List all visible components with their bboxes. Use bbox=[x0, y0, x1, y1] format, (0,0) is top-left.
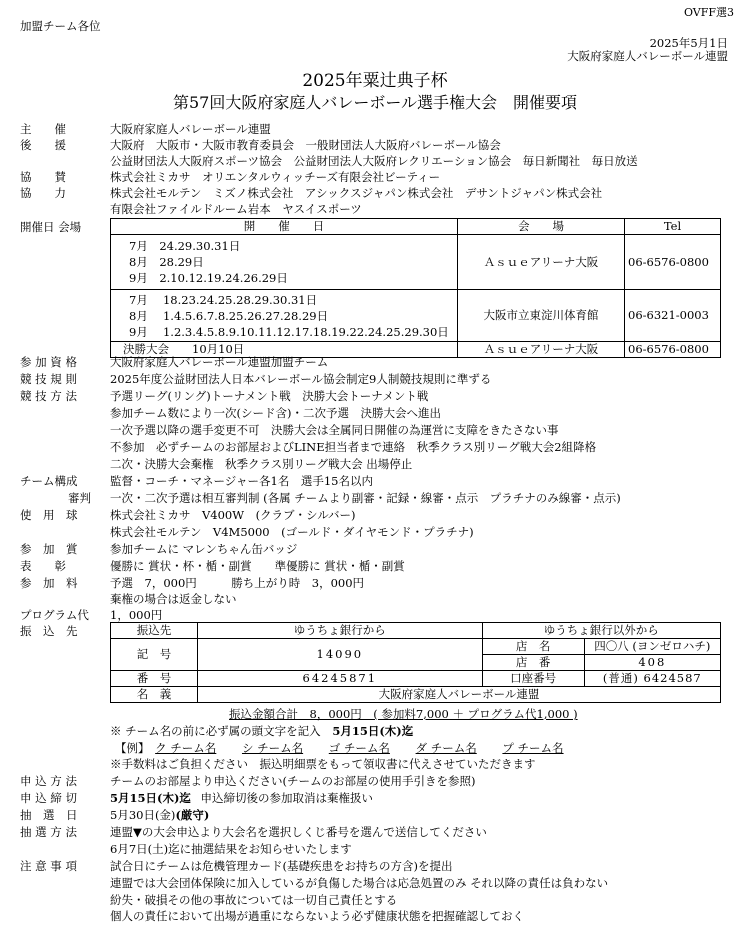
ball-label: 使 用 球 bbox=[20, 508, 78, 522]
total-amount: 振込金額合計 8，000円 ( 参加料7,000 ＋ プログラム代1,000 ) bbox=[229, 707, 578, 721]
store-no-label: 店 番 bbox=[482, 655, 584, 671]
award: 優勝に 賞状・杯・楯・副賞 準優勝に 賞状・楯・副賞 bbox=[110, 559, 405, 573]
regulation-label: 競 技 規 則 bbox=[20, 372, 77, 386]
prize-label: 参 加 賞 bbox=[20, 542, 78, 556]
method-line-4: 不参加 必ずチームのお部屋およびLINE担当者まで連絡 秋季クラス別リーグ戦大会2組降格 bbox=[110, 440, 597, 454]
tel-2: 06-6321-0003 bbox=[625, 290, 721, 342]
award-label: 表 彰 bbox=[20, 559, 66, 573]
kigo-label: 記 号 bbox=[111, 639, 198, 671]
deadline-label: 申 込 締 切 bbox=[20, 791, 77, 805]
ball-line-2: 株式会社モルテン V4M5000 (ゴールド・ダイヤモンド・プラチナ) bbox=[110, 525, 474, 539]
lottery-method-line-1: 連盟▼の大会申込より大会名を選択しくじ番号を選んで送信してください bbox=[110, 825, 487, 839]
deadline bbox=[110, 790, 373, 806]
venue-2: 大阪市立東淀川体育館 bbox=[458, 290, 625, 342]
schedule-row: 9月 2.10.12.19.24.26.29日 bbox=[129, 271, 288, 285]
bango-value: 64245871 bbox=[198, 671, 483, 687]
apply-method: チームのお部屋より申込ください(チームのお部屋の使用手引きを参照) bbox=[110, 774, 476, 788]
venue-label: 開催日 会場 bbox=[20, 220, 82, 234]
caution-line-3: 紛失・破損その他の事故については一切自己責任とする bbox=[110, 893, 398, 907]
schedule-table bbox=[110, 218, 721, 358]
example-1: ク チーム名 bbox=[155, 741, 217, 755]
regulation: 2025年度公益財団法人日本バレーボール協会制定9人制競技規則に準ずる bbox=[110, 372, 492, 386]
program-fee: 1，000円 bbox=[110, 608, 163, 622]
issue-date: 2025年5月1日 bbox=[649, 36, 728, 50]
support-line-1: 大阪府 大阪市・大阪市教育委員会 一般財団法人大阪府バレーボール協会 bbox=[110, 138, 501, 152]
support-label: 後 援 bbox=[20, 138, 66, 152]
store-name-label: 店 名 bbox=[482, 639, 584, 655]
bank-header-yucho: ゆうちょ銀行から bbox=[198, 623, 483, 639]
example-2: シ チーム名 bbox=[241, 741, 304, 755]
caution-line-4: 個人の責任において出場が過重にならないよう必ず健康状態を把握確認しておく bbox=[110, 909, 524, 923]
example-4: ダ チーム名 bbox=[415, 741, 477, 755]
cooperation-line-1: 株式会社モルテン ミズノ株式会社 アシックスジャパン株式会社 デサントジャパン株式会社 bbox=[110, 186, 603, 200]
sponsor: 株式会社ミカサ オリエンタルウィッチーズ有限会社ビーティー bbox=[110, 170, 441, 184]
support-line-2: 公益財団法人大阪府スポーツ協会 公益財団法人大阪府レクリエーション協会 毎日新聞社 毎日放送 bbox=[110, 154, 638, 168]
eligibility-label: 参 加 資 格 bbox=[20, 355, 77, 369]
deadline-date: 5月15日(木)迄 bbox=[110, 791, 191, 805]
method-label: 競 技 方 法 bbox=[20, 389, 77, 403]
method-line-3: 一次予選以降の選手変更不可 決勝大会は全属同日開催の為運営に支障をきたさない事 bbox=[110, 423, 559, 437]
example-5: プ チーム名 bbox=[502, 741, 564, 755]
team-name-note-text: ※ チーム名の前に必ず属の頭文字を記入 bbox=[110, 724, 321, 738]
account-label: 口座番号 bbox=[482, 671, 584, 687]
program-label: プログラム代 bbox=[20, 608, 89, 622]
method-line-1: 予選リーグ(リング)トーナメント戦 決勝大会トーナメント戦 bbox=[110, 389, 429, 403]
schedule-row: 8月 28.29日 bbox=[129, 255, 204, 269]
example-row bbox=[115, 740, 564, 756]
team-name-note-deadline: 5月15日(木)迄 bbox=[332, 724, 414, 738]
lottery-strict: (厳守) bbox=[175, 808, 210, 822]
schedule-header-date: 開 催 日 bbox=[111, 219, 458, 235]
team-composition: 監督・コーチ・マネージャー各1名 選手15名以内 bbox=[110, 474, 373, 488]
cooperation-label: 協 力 bbox=[20, 186, 66, 200]
venue-3: Ａｓｕｅアリーナ大阪 bbox=[458, 342, 625, 358]
schedule-row: 8月 1.4.5.6.7.8.25.26.27.28.29日 bbox=[129, 309, 329, 323]
method-line-5: 二次・決勝大会棄権 秋季クラス別リーグ戦大会 出場停止 bbox=[110, 457, 413, 471]
team-label: チーム構成 bbox=[20, 474, 78, 488]
referee: 一次・二次予選は相互審判制 (各属 チームより副審・記録・線審・点示 プラチナのみ線審・点示) bbox=[110, 491, 621, 505]
method-line-2: 参加チーム数により一次(シード含)・二次予選 決勝大会へ進出 bbox=[110, 406, 441, 420]
issuer: 大阪府家庭人バレーボール連盟 bbox=[567, 49, 728, 63]
team-name-note bbox=[110, 723, 413, 739]
schedule-row: 7月 24.29.30.31日 bbox=[129, 239, 241, 253]
kigo-value: 14090 bbox=[198, 639, 483, 671]
example-3: ゴ チーム名 bbox=[328, 741, 390, 755]
account-number: (普通) 6424587 bbox=[584, 671, 720, 687]
bank-table bbox=[110, 622, 721, 703]
lottery-method-label: 抽 選 方 法 bbox=[20, 825, 77, 839]
transfer-label: 振 込 先 bbox=[20, 624, 78, 638]
lottery-date-value: 5月30日(金) bbox=[110, 808, 176, 822]
final-date: 決勝大会 10月10日 bbox=[111, 342, 458, 358]
ball-line-1: 株式会社ミカサ V400W (クラブ・シルバー) bbox=[110, 508, 356, 522]
recipient: 加盟チーム各位 bbox=[20, 19, 101, 33]
schedule-header-tel: Tel bbox=[625, 219, 721, 235]
lottery-date bbox=[110, 807, 209, 823]
fee-label: 参 加 料 bbox=[20, 576, 78, 590]
schedule-row: 9月 1.2.3.4.5.8.9.10.11.12.17.18.19.22.24.25.29.30日 bbox=[129, 325, 449, 339]
page-subtitle: 第57回大阪府家庭人バレーボール選手権大会 開催要項 bbox=[172, 93, 578, 112]
account-holder: 大阪府家庭人バレーボール連盟 bbox=[198, 687, 721, 703]
apply-method-label: 申 込 方 法 bbox=[20, 774, 77, 788]
bank-header-other: ゆうちょ銀行以外から bbox=[482, 623, 720, 639]
cooperation-line-2: 有限会社ファイルドルーム岩本 ヤスイスポーツ bbox=[110, 202, 362, 216]
bank-header-destination: 振込先 bbox=[111, 623, 198, 639]
schedule-row: 7月 18.23.24.25.28.29.30.31日 bbox=[129, 293, 318, 307]
example-label: 【例】 bbox=[115, 741, 150, 755]
eligibility: 大阪府家庭人バレーボール連盟加盟チーム bbox=[110, 355, 329, 369]
participation-prize: 参加チームに マレンちゃん缶バッジ bbox=[110, 542, 298, 556]
schedule-block-1 bbox=[111, 235, 458, 290]
bango-label: 番 号 bbox=[111, 671, 198, 687]
venue-1: Ａｓｕｅアリーナ大阪 bbox=[458, 235, 625, 290]
tel-1: 06-6576-0800 bbox=[625, 235, 721, 290]
referee-label: 審判 bbox=[68, 491, 91, 505]
holder-label: 名 義 bbox=[111, 687, 198, 703]
page-title: 2025年粟辻典子杯 bbox=[302, 71, 448, 91]
deadline-note: 申込締切後の参加取消は棄権扱い bbox=[200, 791, 374, 805]
organizer-label: 主 催 bbox=[20, 122, 66, 136]
lottery-method-line-2: 6月7日(土)迄に抽選結果をお知らせいたします bbox=[110, 842, 352, 856]
caution-label: 注 意 事 項 bbox=[20, 859, 77, 873]
caution-line-2: 連盟では大会団体保険に加入しているが負傷した場合は応急処置のみ それ以降の責任は負わない bbox=[110, 876, 609, 890]
document-code: OVFF選3 bbox=[683, 6, 734, 19]
schedule-header-venue: 会 場 bbox=[458, 219, 625, 235]
lottery-date-label: 抽 選 日 bbox=[20, 808, 78, 822]
schedule-block-2 bbox=[111, 290, 458, 342]
tel-3: 06-6576-0800 bbox=[625, 342, 721, 358]
store-no: 408 bbox=[584, 655, 720, 671]
sponsor-label: 協 賛 bbox=[20, 170, 66, 184]
fee-refund-note: 棄権の場合は返金しない bbox=[110, 592, 237, 606]
store-name: 四〇八 (ヨンゼロハチ) bbox=[584, 639, 720, 655]
fee-note: ※手数料はご負担ください 振込明細票をもって領収書に代えさせていただきます bbox=[110, 757, 536, 771]
entry-fee: 予選 7，000円 勝ち上がり時 3，000円 bbox=[110, 576, 365, 590]
organizer: 大阪府家庭人バレーボール連盟 bbox=[110, 122, 271, 136]
caution-line-1: 試合日にチームは危機管理カード(基礎疾患をお持ちの方含)を提出 bbox=[110, 859, 453, 873]
